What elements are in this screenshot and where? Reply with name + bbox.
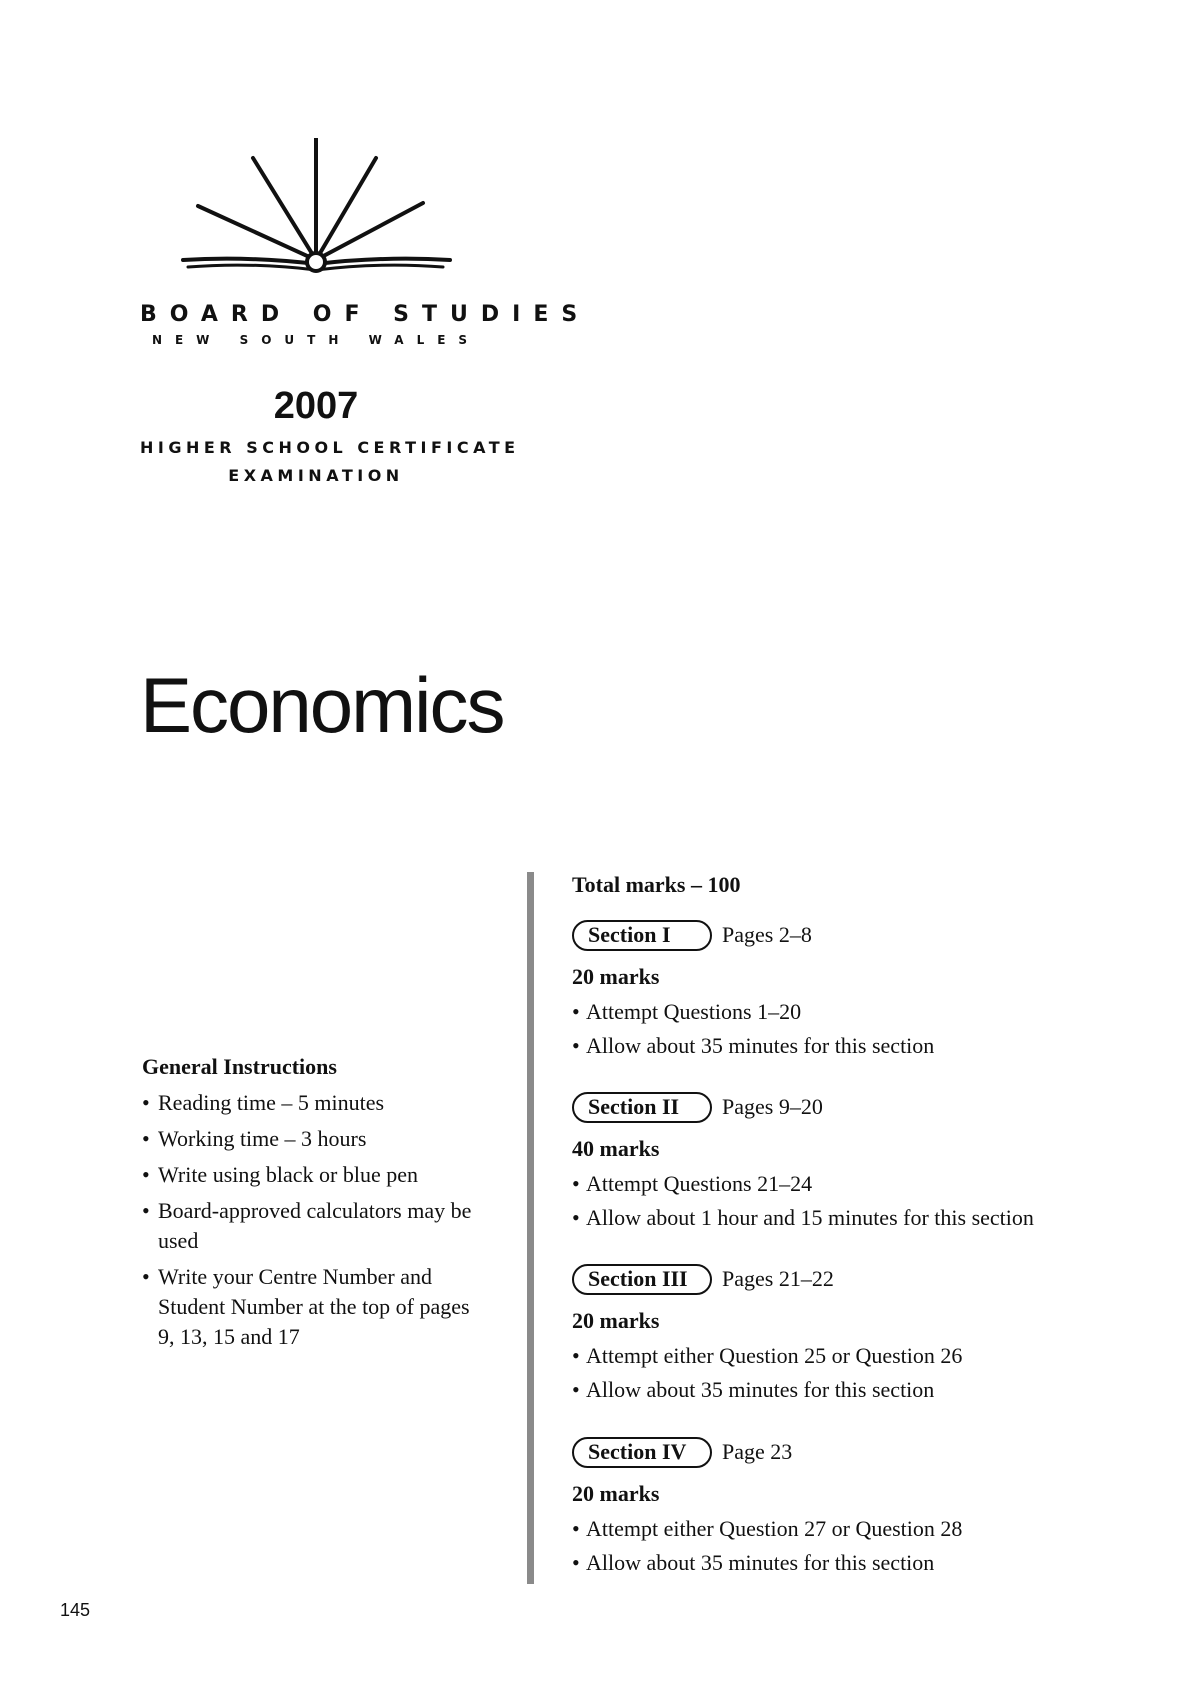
section-3	[572, 1262, 1132, 1410]
section-instruction: • Attempt either Question 25 or Question 26	[572, 1342, 1132, 1370]
section-instruction: • Allow about 35 minutes for this section	[572, 1376, 1132, 1404]
instruction-item: • Write your Centre Number and Student Number at the top of pages 9, 13, 15 and 17	[142, 1262, 482, 1352]
instructions-list	[142, 1088, 482, 1352]
section-marks: 20 marks	[572, 964, 660, 989]
section-pages: Pages 2–8	[722, 922, 812, 947]
subject-title: Economics	[140, 661, 504, 749]
section-label: Section II	[572, 1092, 712, 1123]
exam-name-line1: HIGHER SCHOOL CERTIFICATE	[140, 438, 520, 457]
section-2	[572, 1090, 1132, 1238]
section-label: Section III	[572, 1264, 712, 1295]
section-pages: Pages 9–20	[722, 1094, 823, 1119]
section-marks: 20 marks	[572, 1481, 660, 1506]
instruction-item: • Board-approved calculators may be used	[142, 1196, 482, 1256]
instruction-item: • Working time – 3 hours	[142, 1124, 482, 1154]
section-marks: 20 marks	[572, 1308, 660, 1333]
board-of-studies-logo	[178, 138, 458, 288]
exam-name-line2: EXAMINATION	[228, 466, 404, 485]
section-instruction: • Attempt either Question 27 or Question 28	[572, 1515, 1132, 1543]
section-marks: 40 marks	[572, 1136, 660, 1161]
section-instruction: • Allow about 35 minutes for this section	[572, 1032, 1132, 1060]
section-label: Section I	[572, 920, 712, 951]
board-name: BOARD OF STUDIES	[140, 302, 591, 327]
vertical-divider	[527, 872, 534, 1584]
section-pages: Page 23	[722, 1439, 793, 1464]
page-number: 145	[60, 1600, 91, 1620]
section-instruction: • Allow about 35 minutes for this section	[572, 1549, 1132, 1577]
section-instruction: • Allow about 1 hour and 15 minutes for this section	[572, 1204, 1132, 1232]
section-label: Section IV	[572, 1437, 712, 1468]
exam-year: 2007	[273, 385, 359, 427]
general-instructions	[142, 1052, 482, 1358]
section-4	[572, 1435, 1132, 1583]
instruction-item: • Write using black or blue pen	[142, 1160, 482, 1190]
general-instructions-heading: General Instructions	[142, 1054, 337, 1079]
state-name: NEW SOUTH WALES	[151, 333, 481, 347]
section-1	[572, 918, 1132, 1066]
section-instruction: • Attempt Questions 1–20	[572, 998, 1132, 1026]
instruction-item: • Reading time – 5 minutes	[142, 1088, 482, 1118]
section-pages: Pages 21–22	[722, 1266, 834, 1291]
section-instruction: • Attempt Questions 21–24	[572, 1170, 1132, 1198]
total-marks: Total marks – 100	[572, 872, 741, 897]
